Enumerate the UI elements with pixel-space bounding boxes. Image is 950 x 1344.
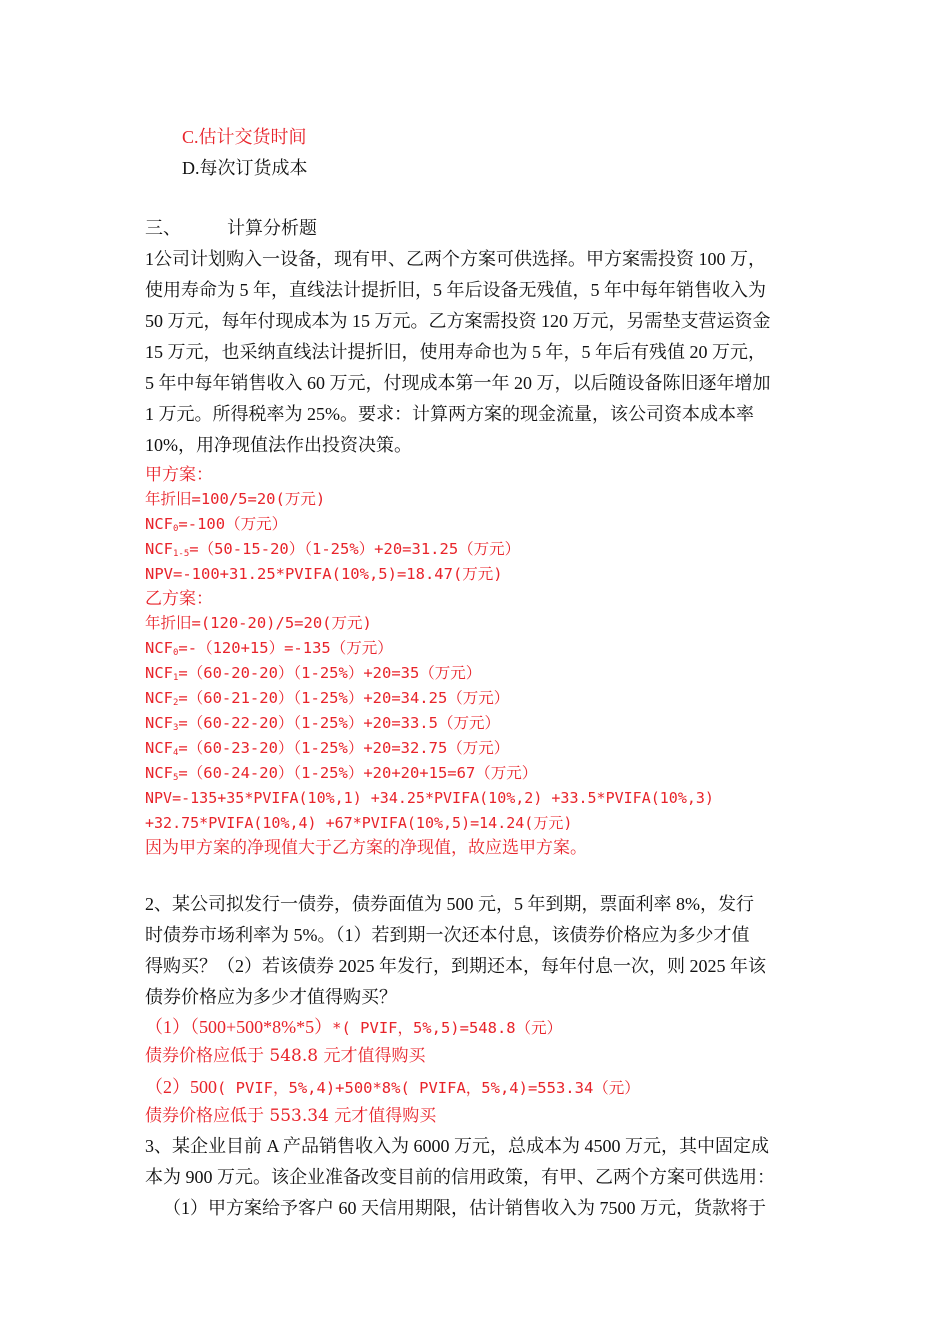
answer-formula-end: ( PVIF，5%,4)+500*8%( PVIFA，5%,4)=553.34（元）: [217, 1079, 640, 1097]
section-title: 计算分析题: [227, 218, 317, 238]
ncf-prefix: NCF: [145, 764, 173, 782]
q1-line-1: 1公司计划购入一设备，现有甲、乙两个方案可供选择。甲方案需投资 100 万，: [145, 249, 766, 269]
answer-formula-end: *( PVIF，5%,5)=548.8（元）: [332, 1019, 563, 1037]
q2-line-1: 2、某公司拟发行一债券，债券面值为 500 元，5 年到期，票面利率 8%，发行: [145, 894, 754, 914]
q2-line-4: 债券价格应为多少才值得购买？: [145, 987, 397, 1007]
plan-b-depreciation: 年折旧=(120-20)/5=20(万元): [145, 614, 372, 632]
ncf-subscript: 0: [173, 648, 179, 658]
q1-line-5: 5 年中每年销售收入 60 万元，付现成本第一年 20 万，以后随设备陈旧逐年增加: [145, 373, 771, 393]
ncf-prefix: NCF: [145, 515, 173, 533]
q2-line-2: 时债券市场利率为 5%。（1）若到期一次还本付息，该债券价格应为多少才值: [145, 925, 750, 945]
ncf-prefix: NCF: [145, 714, 173, 732]
plan-b-ncf1: [145, 666, 481, 682]
plan-b-ncf2: [145, 691, 509, 707]
plan-a-depreciation: 年折旧=100/5=20(万元): [145, 490, 326, 508]
q1-line-2: 使用寿命为 5 年，直线法计提折旧，5 年后设备无残值，5 年中每年销售收入为: [145, 280, 766, 300]
ncf-prefix: NCF: [145, 639, 173, 657]
q2-answer-1-note: 债券价格应低于 548.8 元才值得购买: [145, 1046, 426, 1066]
ncf-formula: =（60-22-20）（1-25%）+20=33.5（万元）: [178, 714, 500, 732]
q2-answer-1: [145, 1018, 562, 1037]
q3-line-2: 本为 900 万元。该企业准备改变目前的信用政策，有甲、乙两个方案可供选用：: [145, 1167, 775, 1187]
q3-line-1: 3、某企业目前 A 产品销售收入为 6000 万元，总成本为 4500 万元，其中固定成: [145, 1136, 770, 1156]
ncf-formula: =（60-24-20）（1-25%）+20+20+15=67（万元）: [178, 764, 538, 782]
ncf-subscript: 2: [173, 698, 179, 708]
ncf-subscript: 5: [173, 773, 179, 783]
option-d: D.每次订货成本: [182, 158, 308, 178]
ncf-subscript: 1-5: [173, 549, 190, 559]
section-heading: [145, 219, 317, 237]
ncf-formula: =-100（万元）: [178, 515, 288, 533]
q2-answer-2: [145, 1078, 640, 1097]
plan-b-ncf3: [145, 716, 500, 732]
ncf-subscript: 1: [173, 673, 179, 683]
plan-b-ncf5: [145, 766, 537, 782]
ncf-prefix: NCF: [145, 540, 173, 558]
ncf-subscript: 3: [173, 723, 179, 733]
ncf-prefix: NCF: [145, 664, 173, 682]
q2-answer-2-note: 债券价格应低于 553.34 元才值得购买: [145, 1106, 437, 1126]
q1-line-4: 15 万元，也采纳直线法计提折旧，使用寿命也为 5 年，5 年后有残值 20 万元，: [145, 342, 766, 362]
ncf-prefix: NCF: [145, 739, 173, 757]
plan-a-label: 甲方案：: [145, 465, 213, 485]
option-c: C.估计交货时间: [182, 127, 307, 147]
q3-line-3: （1）甲方案给予客户 60 天信用期限，估计销售收入为 7500 万元，货款将于: [163, 1198, 766, 1218]
ncf-formula: =（50-15-20）（1-25%）+20=31.25（万元）: [189, 540, 521, 558]
answer-formula-start: （2）500: [145, 1077, 217, 1097]
plan-a-ncf0: [145, 517, 287, 533]
section-number: 三、: [145, 218, 181, 238]
ncf-formula: =-（120+15）=-135（万元）: [178, 639, 393, 657]
ncf-formula: =（60-20-20）（1-25%）+20=35（万元）: [178, 664, 482, 682]
plan-b-npv-line-1: NPV=-135+35*PVIFA(10%,1) +34.25*PVIFA(10%,2) +33.5*PVIFA(10%,3): [145, 789, 714, 807]
ncf-formula: =（60-21-20）（1-25%）+20=34.25（万元）: [178, 689, 510, 707]
plan-b-ncf4: [145, 741, 509, 757]
ncf-prefix: NCF: [145, 689, 173, 707]
q1-conclusion: 因为甲方案的净现值大于乙方案的净现值，故应选甲方案。: [145, 838, 587, 858]
plan-b-ncf0: [145, 641, 393, 657]
ncf-subscript: 0: [173, 524, 179, 534]
ncf-formula: =（60-23-20）（1-25%）+20=32.75（万元）: [178, 739, 510, 757]
answer-formula-start: （1）（500+500*8%*5）: [145, 1017, 333, 1037]
q1-line-3: 50 万元，每年付现成本为 15 万元。乙方案需投资 120 万元，另需垫支营运资金: [145, 311, 771, 331]
plan-b-label: 乙方案：: [145, 589, 213, 609]
plan-a-npv: NPV=-100+31.25*PVIFA(10%,5)=18.47(万元): [145, 565, 503, 583]
q2-line-3: 得购买？（2）若该债券 2025 年发行，到期还本，每年付息一次，则 2025 年该: [145, 956, 766, 976]
q1-line-6: 1 万元。所得税率为 25%。要求：计算两方案的现金流量，该公司资本成本率: [145, 404, 754, 424]
ncf-subscript: 4: [173, 748, 179, 758]
q1-line-7: 10%，用净现值法作出投资决策。: [145, 435, 412, 455]
plan-a-ncf1-5: [145, 542, 520, 558]
plan-b-npv-line-2: +32.75*PVIFA(10%,4) +67*PVIFA(10%,5)=14.24(万元): [145, 814, 573, 832]
